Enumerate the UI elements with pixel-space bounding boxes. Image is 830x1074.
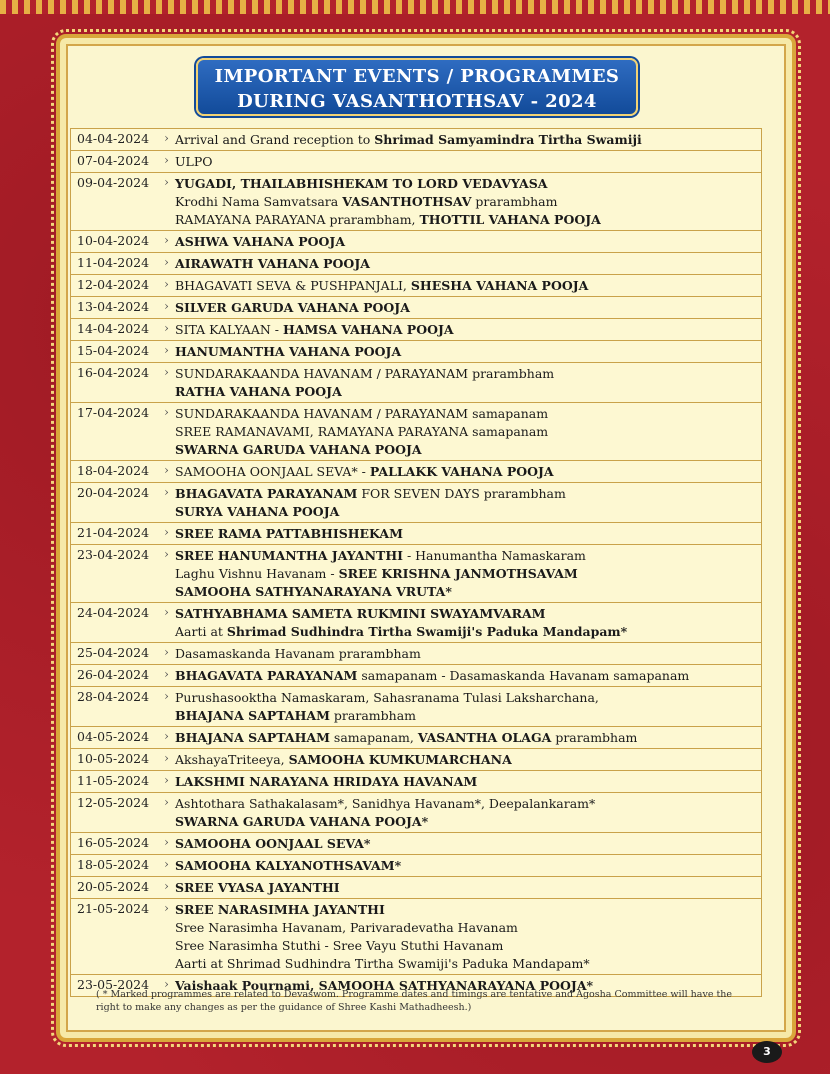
- event-text: SITA KALYAAN -: [175, 322, 283, 337]
- event-highlight: LAKSHMI NARAYANA HRIDAYA HAVANAM: [175, 774, 478, 789]
- event-text: samapanam,: [329, 730, 418, 745]
- event-date: 21-04-2024 ›: [71, 523, 167, 544]
- event-date: 21-05-2024 ›: [71, 899, 167, 974]
- event-row: [70, 833, 762, 855]
- title-line-2: DURING VASANTHOTHSAV - 2024: [237, 91, 597, 112]
- event-line: [175, 667, 689, 685]
- event-line: [175, 583, 586, 601]
- event-line: [175, 795, 595, 813]
- event-description: [167, 173, 601, 230]
- event-description: [167, 129, 642, 150]
- event-date: 15-04-2024 ›: [71, 341, 167, 362]
- event-row: [70, 899, 762, 975]
- event-highlight: SWARNA GARUDA VAHANA POOJA: [175, 442, 422, 457]
- event-line: [175, 503, 566, 521]
- event-description: [167, 749, 512, 770]
- event-row: [70, 545, 762, 603]
- event-row: [70, 297, 762, 319]
- event-description: [167, 665, 689, 686]
- event-row: [70, 483, 762, 523]
- event-description: [167, 297, 410, 318]
- event-line: [175, 463, 554, 481]
- event-line: [175, 813, 595, 831]
- event-description: [167, 363, 554, 402]
- event-line: [175, 901, 590, 919]
- event-date: 04-04-2024 ›: [71, 129, 167, 150]
- event-text: SUNDARAKAANDA HAVANAM / PARAYANAM prarambham: [175, 366, 555, 381]
- event-row: [70, 749, 762, 771]
- event-line: [175, 689, 599, 707]
- event-row: [70, 231, 762, 253]
- event-line: [175, 919, 590, 937]
- title-line-1: IMPORTANT EVENTS / PROGRAMMES: [214, 66, 620, 87]
- event-text: AkshayaTriteeya,: [175, 752, 289, 767]
- event-description: [167, 523, 403, 544]
- event-description: [167, 253, 370, 274]
- event-line: [175, 623, 627, 641]
- event-row: [70, 687, 762, 727]
- event-row: [70, 855, 762, 877]
- event-line: [175, 645, 421, 663]
- event-highlight: BHAJANA SAPTAHAM: [175, 708, 330, 723]
- event-description: [167, 319, 454, 340]
- event-line: [175, 153, 213, 171]
- event-text: - Hanumantha Namaskaram: [402, 548, 586, 563]
- event-text: Aarti at: [175, 624, 227, 639]
- event-line: [175, 321, 454, 339]
- event-highlight: SAMOOHA OONJAAL SEVA*: [175, 836, 371, 851]
- event-text: Arrival and Grand reception to: [175, 132, 375, 147]
- event-description: [167, 793, 595, 832]
- event-date: 20-04-2024 ›: [71, 483, 167, 522]
- event-date: 13-04-2024 ›: [71, 297, 167, 318]
- event-line: [175, 835, 370, 853]
- event-line: [175, 857, 401, 875]
- event-row: [70, 319, 762, 341]
- event-text: Sree Narasimha Stuthi - Sree Vayu Stuthi Havanam: [175, 938, 504, 953]
- event-date: 23-04-2024 ›: [71, 545, 167, 602]
- event-highlight: VASANTHA OLAGA: [417, 730, 552, 745]
- event-row: [70, 253, 762, 275]
- event-text: RAMAYANA PARAYANA prarambham,: [175, 212, 420, 227]
- event-highlight: SREE KRISHNA JANMOTHSAVAM: [338, 566, 578, 581]
- event-text: Aarti at Shrimad Sudhindra Tirtha Swamiji's Paduka Mandapam*: [175, 956, 590, 971]
- event-line: [175, 365, 554, 383]
- event-date: 09-04-2024 ›: [71, 173, 167, 230]
- event-description: [167, 545, 586, 602]
- event-description: [167, 877, 340, 898]
- event-line: [175, 525, 403, 543]
- event-text: Laghu Vishnu Havanam -: [175, 566, 339, 581]
- decorative-top-border: [0, 0, 830, 14]
- event-highlight: SREE NARASIMHA JAYANTHI: [175, 902, 385, 917]
- event-date: 23-05-2024 ›: [71, 975, 167, 996]
- event-highlight: HANUMANTHA VAHANA POOJA: [175, 344, 402, 359]
- event-row: [70, 129, 762, 151]
- page-number: 3: [752, 1041, 782, 1063]
- event-date: 12-05-2024 ›: [71, 793, 167, 832]
- event-date: 28-04-2024 ›: [71, 687, 167, 726]
- events-table: [70, 128, 762, 997]
- event-date: 16-04-2024 ›: [71, 363, 167, 402]
- event-date: 12-04-2024 ›: [71, 275, 167, 296]
- event-highlight: SHESHA VAHANA POOJA: [410, 278, 589, 293]
- footnote: ( * Marked programmes are related to Devaswom. Programme dates and timings are tentative and Agosha Committee will have the right to make any changes as per the guidance of Shree Kashi Mathadheesh.): [96, 989, 733, 1013]
- event-description: [167, 461, 554, 482]
- event-text: Sree Narasimha Havanam, Parivaradevatha Havanam: [175, 920, 518, 935]
- event-date: 18-04-2024 ›: [71, 461, 167, 482]
- event-text: FOR SEVEN DAYS prarambham: [357, 486, 566, 501]
- event-description: [167, 403, 548, 460]
- event-highlight: BHAGAVATA PARAYANAM: [175, 486, 358, 501]
- event-highlight: THOTTIL VAHANA POOJA: [419, 212, 601, 227]
- event-text: SUNDARAKAANDA HAVANAM / PARAYANAM samapanam: [175, 406, 549, 421]
- event-date: 10-05-2024 ›: [71, 749, 167, 770]
- event-description: [167, 855, 401, 876]
- event-highlight: SILVER GARUDA VAHANA POOJA: [175, 300, 410, 315]
- event-date: 20-05-2024 ›: [71, 877, 167, 898]
- event-line: [175, 879, 340, 897]
- event-line: [175, 707, 599, 725]
- event-description: [167, 727, 637, 748]
- event-date: 18-05-2024 ›: [71, 855, 167, 876]
- event-highlight: BHAGAVATA PARAYANAM: [175, 668, 358, 683]
- event-line: [175, 277, 588, 295]
- event-highlight: Shrimad Samyamindra Tirtha Swamiji: [374, 132, 642, 147]
- event-line: [175, 299, 410, 317]
- event-row: [70, 643, 762, 665]
- event-date: 04-05-2024 ›: [71, 727, 167, 748]
- event-date: 11-04-2024 ›: [71, 253, 167, 274]
- event-row: [70, 727, 762, 749]
- event-line: [175, 485, 566, 503]
- page-title: [196, 58, 638, 116]
- event-row: [70, 877, 762, 899]
- event-highlight: HAMSA VAHANA POOJA: [282, 322, 454, 337]
- event-highlight: SURYA VAHANA POOJA: [175, 504, 340, 519]
- event-text: ULPO: [175, 154, 213, 169]
- event-highlight: RATHA VAHANA POOJA: [175, 384, 342, 399]
- event-row: [70, 151, 762, 173]
- event-row: [70, 771, 762, 793]
- event-highlight: SATHYABHAMA SAMETA RUKMINI SWAYAMVARAM: [175, 606, 546, 621]
- event-line: [175, 383, 554, 401]
- event-row: [70, 793, 762, 833]
- event-highlight: SREE RAMA PATTABHISHEKAM: [175, 526, 403, 541]
- event-line: [175, 937, 590, 955]
- event-description: [167, 483, 566, 522]
- event-description: [167, 603, 627, 642]
- event-description: [167, 899, 590, 974]
- event-row: [70, 173, 762, 231]
- event-description: [167, 151, 213, 172]
- event-text: prarambham: [471, 194, 558, 209]
- event-text: Ashtothara Sathakalasam*, Sanidhya Havanam*, Deepalankaram*: [175, 796, 596, 811]
- event-row: [70, 363, 762, 403]
- event-row: [70, 461, 762, 483]
- event-line: [175, 175, 601, 193]
- event-line: [175, 547, 586, 565]
- event-date: 14-04-2024 ›: [71, 319, 167, 340]
- event-line: [175, 233, 345, 251]
- event-row: [70, 275, 762, 297]
- event-date: 17-04-2024 ›: [71, 403, 167, 460]
- event-date: 07-04-2024 ›: [71, 151, 167, 172]
- event-date: 26-04-2024 ›: [71, 665, 167, 686]
- event-highlight: SAMOOHA KALYANOTHSAVAM*: [175, 858, 402, 873]
- event-description: [167, 687, 599, 726]
- event-highlight: VASANTHOTHSAV: [342, 194, 472, 209]
- event-description: [167, 771, 477, 792]
- event-highlight: AIRAWATH VAHANA POOJA: [175, 256, 370, 271]
- event-description: [167, 341, 401, 362]
- event-text: Dasamaskanda Havanam prarambham: [175, 646, 421, 661]
- event-description: [167, 833, 370, 854]
- event-highlight: YUGADI, THAILABHISHEKAM TO LORD VEDAVYASA: [175, 176, 548, 191]
- event-text: Krodhi Nama Samvatsara: [175, 194, 343, 209]
- event-text: prarambham: [329, 708, 416, 723]
- event-line: [175, 343, 401, 361]
- event-text: prarambham: [551, 730, 638, 745]
- event-date: 16-05-2024 ›: [71, 833, 167, 854]
- event-line: [175, 729, 637, 747]
- event-text: SREE RAMANAVAMI, RAMAYANA PARAYANA samapanam: [175, 424, 549, 439]
- event-date: 10-04-2024 ›: [71, 231, 167, 252]
- event-description: [167, 275, 588, 296]
- event-row: [70, 403, 762, 461]
- event-highlight: ASHWA VAHANA POOJA: [175, 234, 346, 249]
- event-line: [175, 211, 601, 229]
- event-line: [175, 255, 370, 273]
- event-description: [167, 231, 345, 252]
- event-line: [175, 405, 548, 423]
- event-text: SAMOOHA OONJAAL SEVA* -: [175, 464, 370, 479]
- event-date: 11-05-2024 ›: [71, 771, 167, 792]
- event-line: [175, 605, 627, 623]
- event-line: [175, 565, 586, 583]
- event-row: [70, 341, 762, 363]
- event-line: [175, 441, 548, 459]
- event-highlight: Shrimad Sudhindra Tirtha Swamiji's Paduka Mandapam*: [226, 624, 628, 639]
- event-text: samapanam - Dasamaskanda Havanam samapanam: [357, 668, 690, 683]
- event-line: [175, 955, 590, 973]
- event-date: 25-04-2024 ›: [71, 643, 167, 664]
- event-line: [175, 773, 477, 791]
- event-highlight: SAMOOHA SATHYANARAYANA VRUTA*: [175, 584, 452, 599]
- event-row: [70, 523, 762, 545]
- event-highlight: SWARNA GARUDA VAHANA POOJA*: [175, 814, 429, 829]
- event-highlight: Vaishaak Pournami, SAMOOHA SATHYANARAYANA POOJA*: [175, 978, 594, 993]
- event-line: [175, 751, 512, 769]
- event-line: [175, 131, 642, 149]
- event-row: [70, 665, 762, 687]
- event-date: 24-04-2024 ›: [71, 603, 167, 642]
- event-line: [175, 193, 601, 211]
- event-text: Purushasooktha Namaskaram, Sahasranama Tulasi Laksharchana,: [175, 690, 599, 705]
- event-line: [175, 423, 548, 441]
- event-highlight: PALLAKK VAHANA POOJA: [369, 464, 554, 479]
- event-highlight: BHAJANA SAPTAHAM: [175, 730, 330, 745]
- event-description: [167, 643, 421, 664]
- event-highlight: SAMOOHA KUMKUMARCHANA: [288, 752, 512, 767]
- event-highlight: SREE VYASA JAYANTHI: [175, 880, 340, 895]
- event-text: BHAGAVATI SEVA & PUSHPANJALI,: [175, 278, 411, 293]
- event-highlight: SREE HANUMANTHA JAYANTHI: [175, 548, 403, 563]
- event-row: [70, 603, 762, 643]
